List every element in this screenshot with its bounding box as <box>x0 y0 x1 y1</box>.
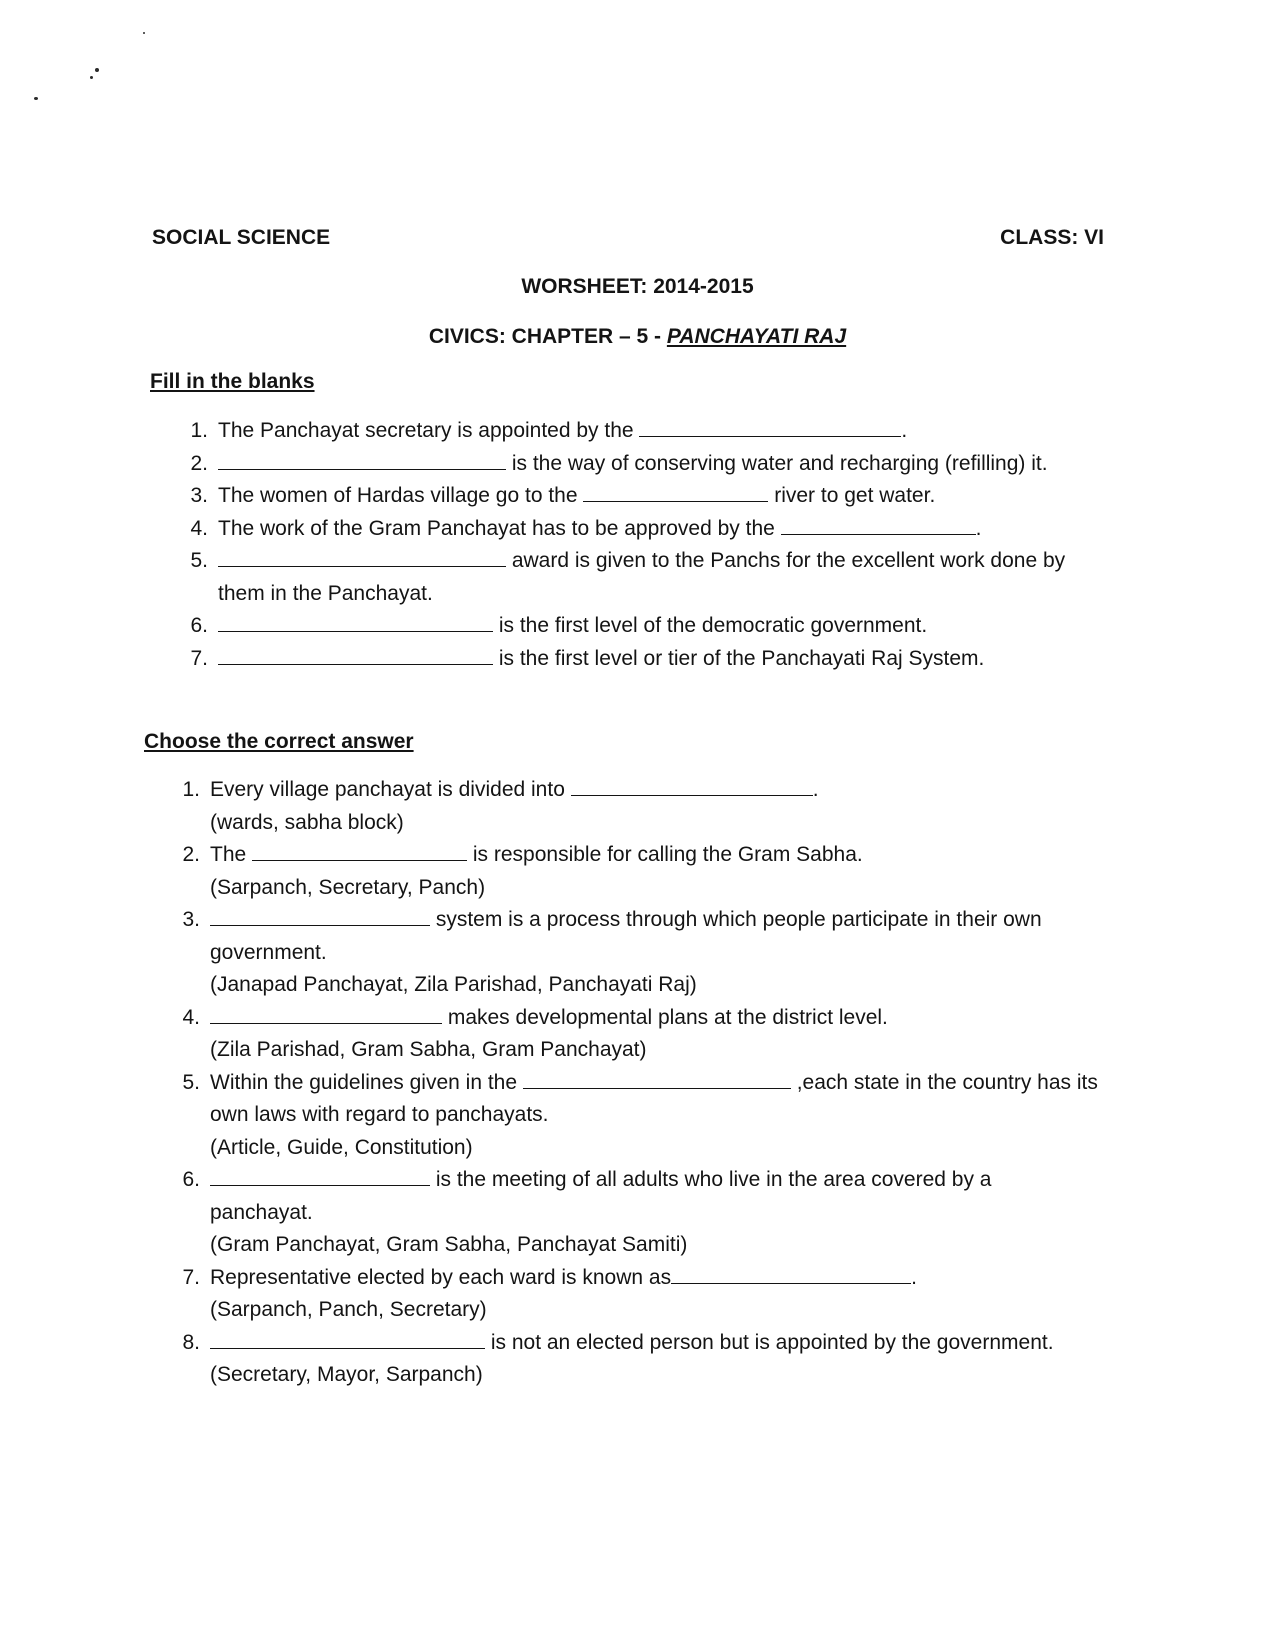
question-number: 4. <box>190 516 208 540</box>
question-number: 2. <box>182 843 200 866</box>
question-number: 2. <box>190 451 208 475</box>
answer-options: (Article, Guide, Constitution) <box>210 1135 473 1159</box>
question-text-before: The Panchayat secretary is appointed by the <box>218 419 640 442</box>
question-text-after: . <box>901 419 908 442</box>
question-text-after: . <box>911 1265 917 1289</box>
question-text-before: The women of Hardas village go to the <box>218 484 584 507</box>
answer-blank[interactable] <box>583 481 768 502</box>
question-number: 5. <box>190 549 208 572</box>
answer-options: (wards, sabha block) <box>210 810 404 834</box>
list-item <box>178 415 1098 448</box>
question-text-before: The work of the Gram Panchayat has to be approved by the <box>218 516 781 540</box>
question-number: 3. <box>182 908 200 931</box>
answer-blank[interactable] <box>210 905 430 926</box>
choose-answer-list <box>170 774 1098 1392</box>
question-number: 6. <box>190 614 208 637</box>
question-text-after: is responsible for calling the Gram Sabha. <box>467 843 863 866</box>
header-row <box>152 226 1104 250</box>
question-text-after: . <box>812 778 819 801</box>
choose-answer-heading: Choose the correct answer <box>144 730 414 753</box>
answer-options: (Sarpanch, Panch, Secretary) <box>210 1298 487 1321</box>
list-item <box>170 774 1098 839</box>
list-item <box>178 448 1098 481</box>
question-text-after: is the meeting of all adults who live in the area covered by a panchayat. <box>210 1168 992 1224</box>
list-item <box>170 904 1098 1002</box>
question-number: 1. <box>190 419 208 442</box>
answer-blank[interactable] <box>671 1263 911 1284</box>
list-item <box>170 1067 1098 1165</box>
answer-blank[interactable] <box>210 1165 430 1186</box>
answer-options: (Janapad Panchayat, Zila Parishad, Panchayati Raj) <box>210 973 697 996</box>
question-number: 7. <box>182 1265 200 1289</box>
scan-speck <box>34 97 38 100</box>
fill-blanks-list <box>178 415 1098 675</box>
question-text-after: ,each state in the country has its own laws with regard to panchayats. <box>210 1070 1098 1126</box>
answer-blank[interactable] <box>218 449 506 470</box>
list-item <box>170 1002 1098 1067</box>
question-text-after: river to get water. <box>768 484 936 507</box>
answer-blank[interactable] <box>523 1068 791 1089</box>
chapter-title <box>0 325 1275 349</box>
answer-blank[interactable] <box>210 1003 442 1024</box>
question-number: 7. <box>190 646 208 670</box>
question-text-after: is the way of conserving water and recharging (refilling) it. <box>506 451 1048 475</box>
answer-blank[interactable] <box>210 1328 485 1349</box>
answer-blank[interactable] <box>218 546 506 567</box>
question-text-before: Within the guidelines given in the <box>210 1070 523 1094</box>
question-text-after: award is given to the Panchs for the excellent work done by them in the Panchayat. <box>218 549 1066 605</box>
class-label: CLASS: VI <box>1000 226 1104 249</box>
scan-speck <box>90 76 93 79</box>
question-text-after: . <box>975 516 982 540</box>
chapter-name: PANCHAYATI RAJ <box>666 325 847 348</box>
list-item <box>178 545 1098 610</box>
question-text-before: The <box>210 843 253 866</box>
list-item <box>170 1164 1098 1262</box>
list-item <box>178 480 1098 513</box>
question-text-after: is not an elected person but is appointed by the government. <box>485 1330 1054 1354</box>
list-item <box>170 1327 1098 1392</box>
question-text-before: Representative elected by each ward is known as <box>210 1265 672 1289</box>
list-item <box>178 643 1098 676</box>
question-number: 5. <box>182 1070 200 1094</box>
answer-options: (Gram Panchayat, Gram Sabha, Panchayat Samiti) <box>210 1233 688 1256</box>
worksheet-title: WORSHEET: 2014-2015 <box>521 275 754 298</box>
question-number: 4. <box>182 1005 200 1029</box>
answer-blank[interactable] <box>639 416 901 437</box>
answer-options: (Sarpanch, Secretary, Panch) <box>210 875 486 899</box>
answer-blank[interactable] <box>218 644 493 665</box>
list-item <box>178 610 1098 643</box>
answer-options: (Secretary, Mayor, Sarpanch) <box>210 1363 483 1386</box>
question-number: 8. <box>182 1330 200 1354</box>
question-number: 6. <box>182 1168 200 1191</box>
question-text-after: makes developmental plans at the district level. <box>442 1005 888 1029</box>
question-text-before: Every village panchayat is divided into <box>210 778 571 801</box>
question-text-after: system is a process through which people participate in their own government. <box>210 908 1042 964</box>
answer-blank[interactable] <box>781 514 976 535</box>
scan-speck <box>143 32 145 34</box>
chapter-prefix: CIVICS: CHAPTER – 5 - <box>428 325 667 348</box>
question-text-after: is the first level of the democratic government. <box>493 614 928 637</box>
fill-blanks-heading: Fill in the blanks <box>150 370 315 393</box>
list-item <box>178 513 1098 546</box>
question-number: 1. <box>182 778 200 801</box>
answer-blank[interactable] <box>571 775 813 796</box>
scan-speck <box>95 68 99 72</box>
question-number: 3. <box>190 484 208 507</box>
answer-blank[interactable] <box>252 840 467 861</box>
answer-blank[interactable] <box>218 611 493 632</box>
subject-label: SOCIAL SCIENCE <box>152 226 331 249</box>
list-item <box>170 1262 1098 1327</box>
list-item <box>170 839 1098 904</box>
question-text-after: is the first level or tier of the Panchayati Raj System. <box>493 646 985 670</box>
answer-options: (Zila Parishad, Gram Sabha, Gram Panchayat) <box>210 1038 647 1061</box>
